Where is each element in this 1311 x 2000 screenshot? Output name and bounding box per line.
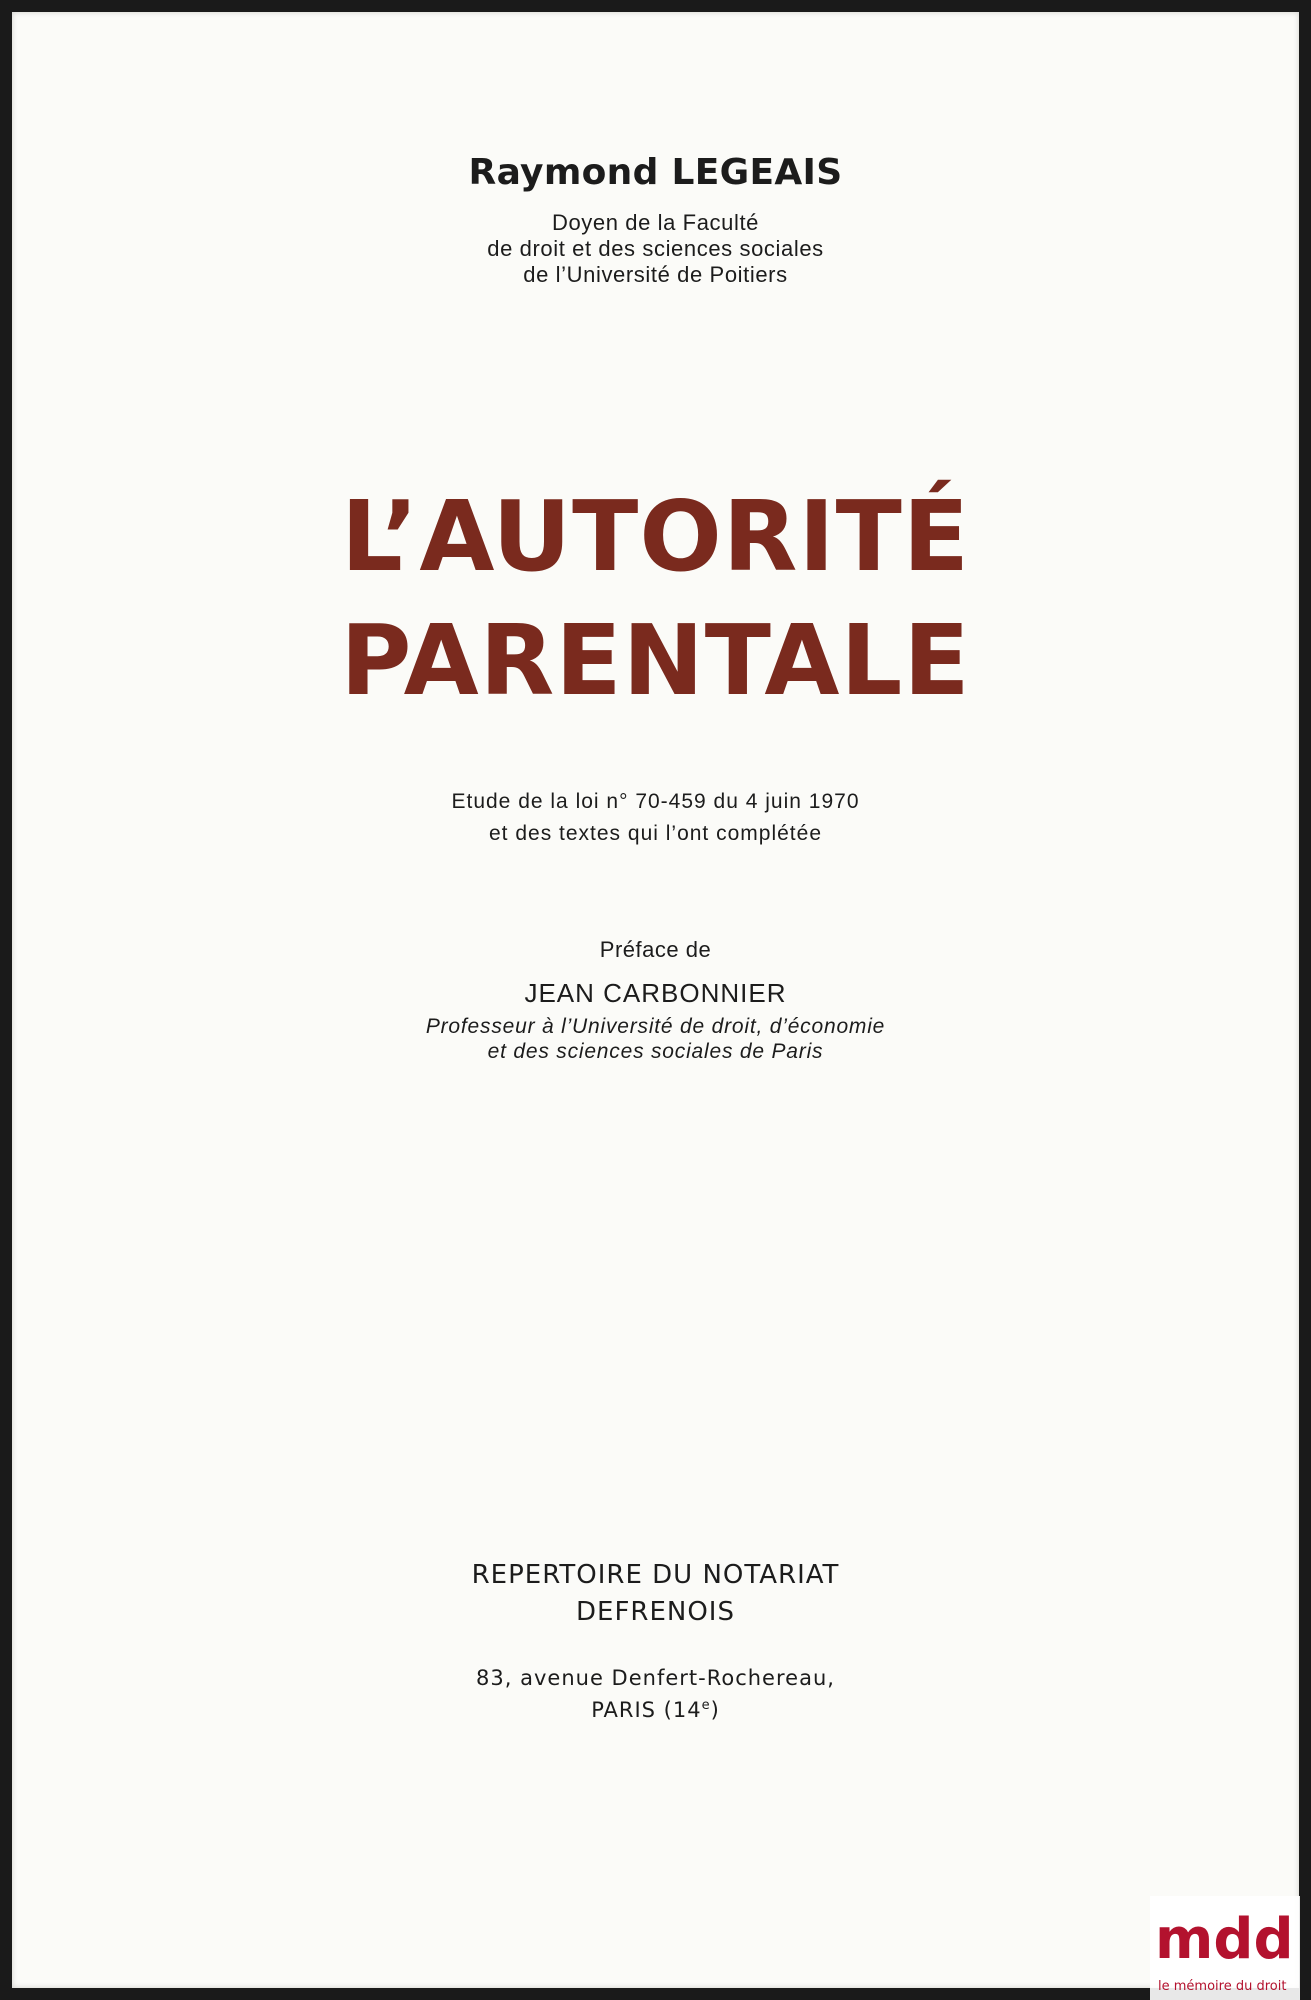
preface-author-role-line-2: et des sciences sociales de Paris (487, 1040, 824, 1063)
author-title-line-2: de droit et des sciences sociales (487, 236, 824, 261)
study-subtitle-line-1: Etude de la loi n° 70-459 du 4 juin 1970 (451, 790, 860, 813)
book-cover-page (12, 12, 1299, 1988)
mdd-watermark-logo (1150, 1896, 1300, 2000)
svg-text:mdd: mdd (1155, 1907, 1294, 1972)
study-subtitle-line-2: et des textes qui l’ont complétée (488, 822, 822, 845)
preface-label: Préface de (599, 937, 712, 962)
preface-author-role-line-1: Professeur à l’Université de droit, d’économie (425, 1015, 886, 1038)
svg-text:le mémoire du droit: le mémoire du droit (1158, 1979, 1287, 1994)
author-title-line-3: de l’Université de Poitiers (523, 262, 788, 287)
publisher-name-line-1: REPERTOIRE DU NOTARIAT (471, 1560, 840, 1590)
publisher-address-line-2: PARIS (14e) (591, 1698, 720, 1722)
publisher-name-line-2: DEFRENOIS (576, 1597, 735, 1627)
book-title-line-2: PARENTALE (340, 604, 971, 717)
author-name: Raymond LEGEAIS (468, 152, 843, 193)
preface-author-name: JEAN CARBONNIER (524, 978, 787, 1008)
publisher-address-line-1: 83, avenue Denfert-Rochereau, (476, 1666, 835, 1690)
author-title-line-1: Doyen de la Faculté (551, 210, 760, 235)
book-title-line-1: L’AUTORITÉ (340, 480, 971, 593)
